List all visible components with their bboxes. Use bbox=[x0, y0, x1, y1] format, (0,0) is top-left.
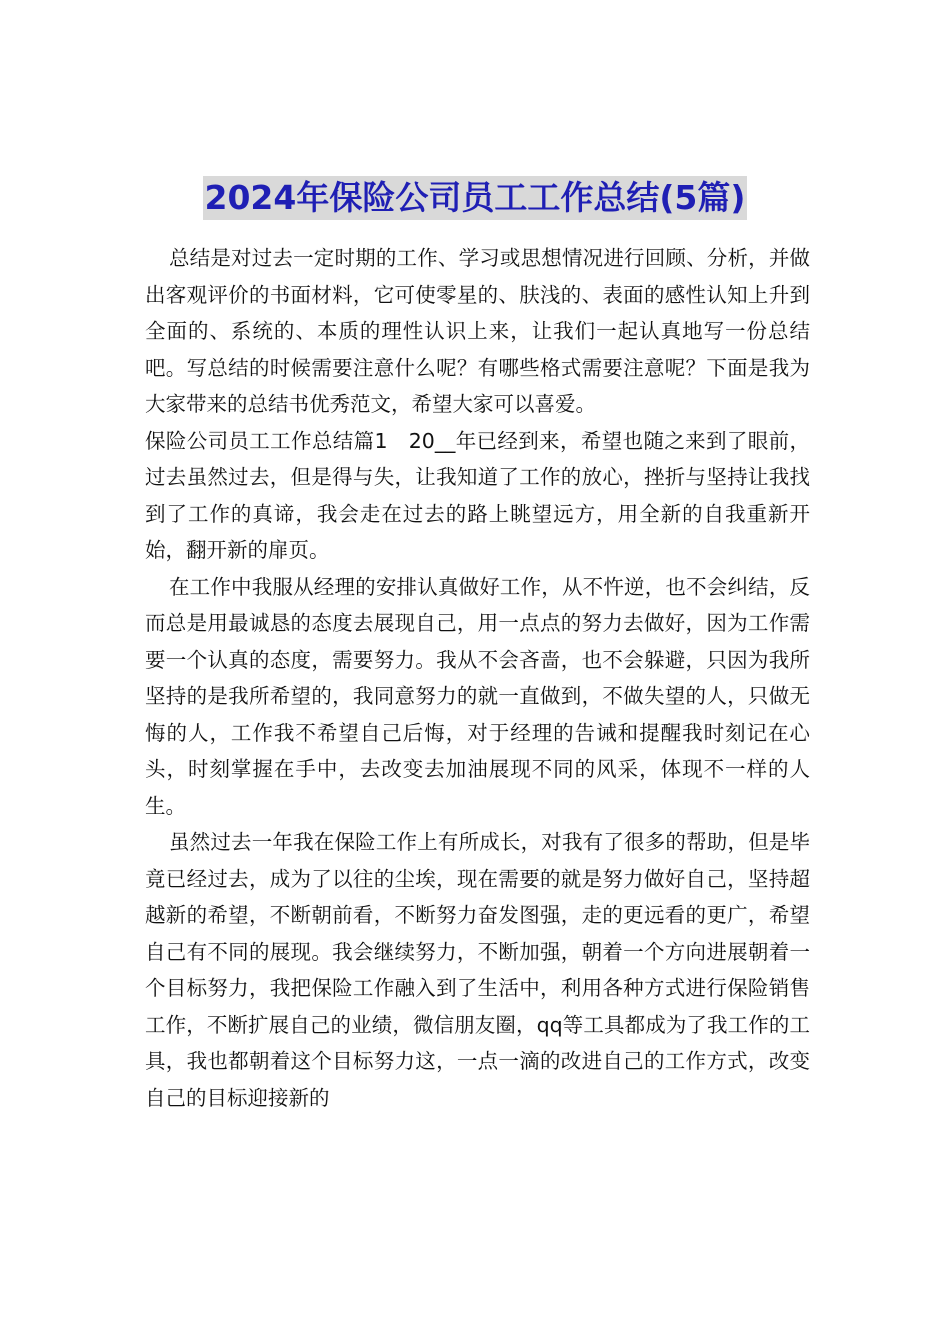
title-container bbox=[0, 176, 950, 220]
paragraph-section-1: 保险公司员工工作总结篇1 20__年已经到来，希望也随之来到了眼前，过去虽然过去，但是得与失，让我知道了工作的放心，挫折与坚持让我找到了工作的真谛，我会走在过去的路上眺望远方，用全新的自我重新开始，翻开新的扉页。 bbox=[145, 428, 810, 562]
document-title: 2024年保险公司员工工作总结(5篇) bbox=[203, 176, 748, 220]
paragraph-intro: 总结是对过去一定时期的工作、学习或思想情况进行回顾、分析，并做出客观评价的书面材料，它可使零星的、肤浅的、表面的感性认知上升到全面的、系统的、本质的理性认识上来，让我们一起认真地写一份总结吧。写总结的时候需要注意什么呢？有哪些格式需要注意呢？下面是我为大家带来的总结书优秀范文，希望大家可以喜爱。 bbox=[145, 246, 810, 416]
document-body bbox=[145, 240, 810, 1116]
paragraph-growth: 虽然过去一年我在保险工作上有所成长，对我有了很多的帮助，但是毕竟已经过去，成为了以往的尘埃，现在需要的就是努力做好自己，坚持超越新的希望，不断朝前看，不断努力奋发图强，走的更远看的更广，希望自己有不同的展现。我会继续努力，不断加强，朝着一个方向进展朝着一个目标努力，我把保险工作融入到了生活中，利用各种方式进行保险销售工作，不断扩展自己的业绩，微信朋友圈，qq等工具都成为了我工作的工具，我也都朝着这个目标努力这，一点一滴的改进自己的工作方式，改变自己的目标迎接新的 bbox=[145, 830, 810, 1110]
paragraph-work: 在工作中我服从经理的安排认真做好工作，从不忤逆，也不会纠结，反而总是用最诚恳的态度去展现自己，用一点点的努力去做好，因为工作需要一个认真的态度，需要努力。我从不会吝啬，也不会躲避，只因为我所坚持的是我所希望的，我同意努力的就一直做到，不做失望的人，只做无悔的人，工作我不希望自己后悔，对于经理的告诫和提醒我时刻记在心头，时刻掌握在手中，去改变去加油展现不同的风采，体现不一样的人生。 bbox=[145, 574, 810, 818]
